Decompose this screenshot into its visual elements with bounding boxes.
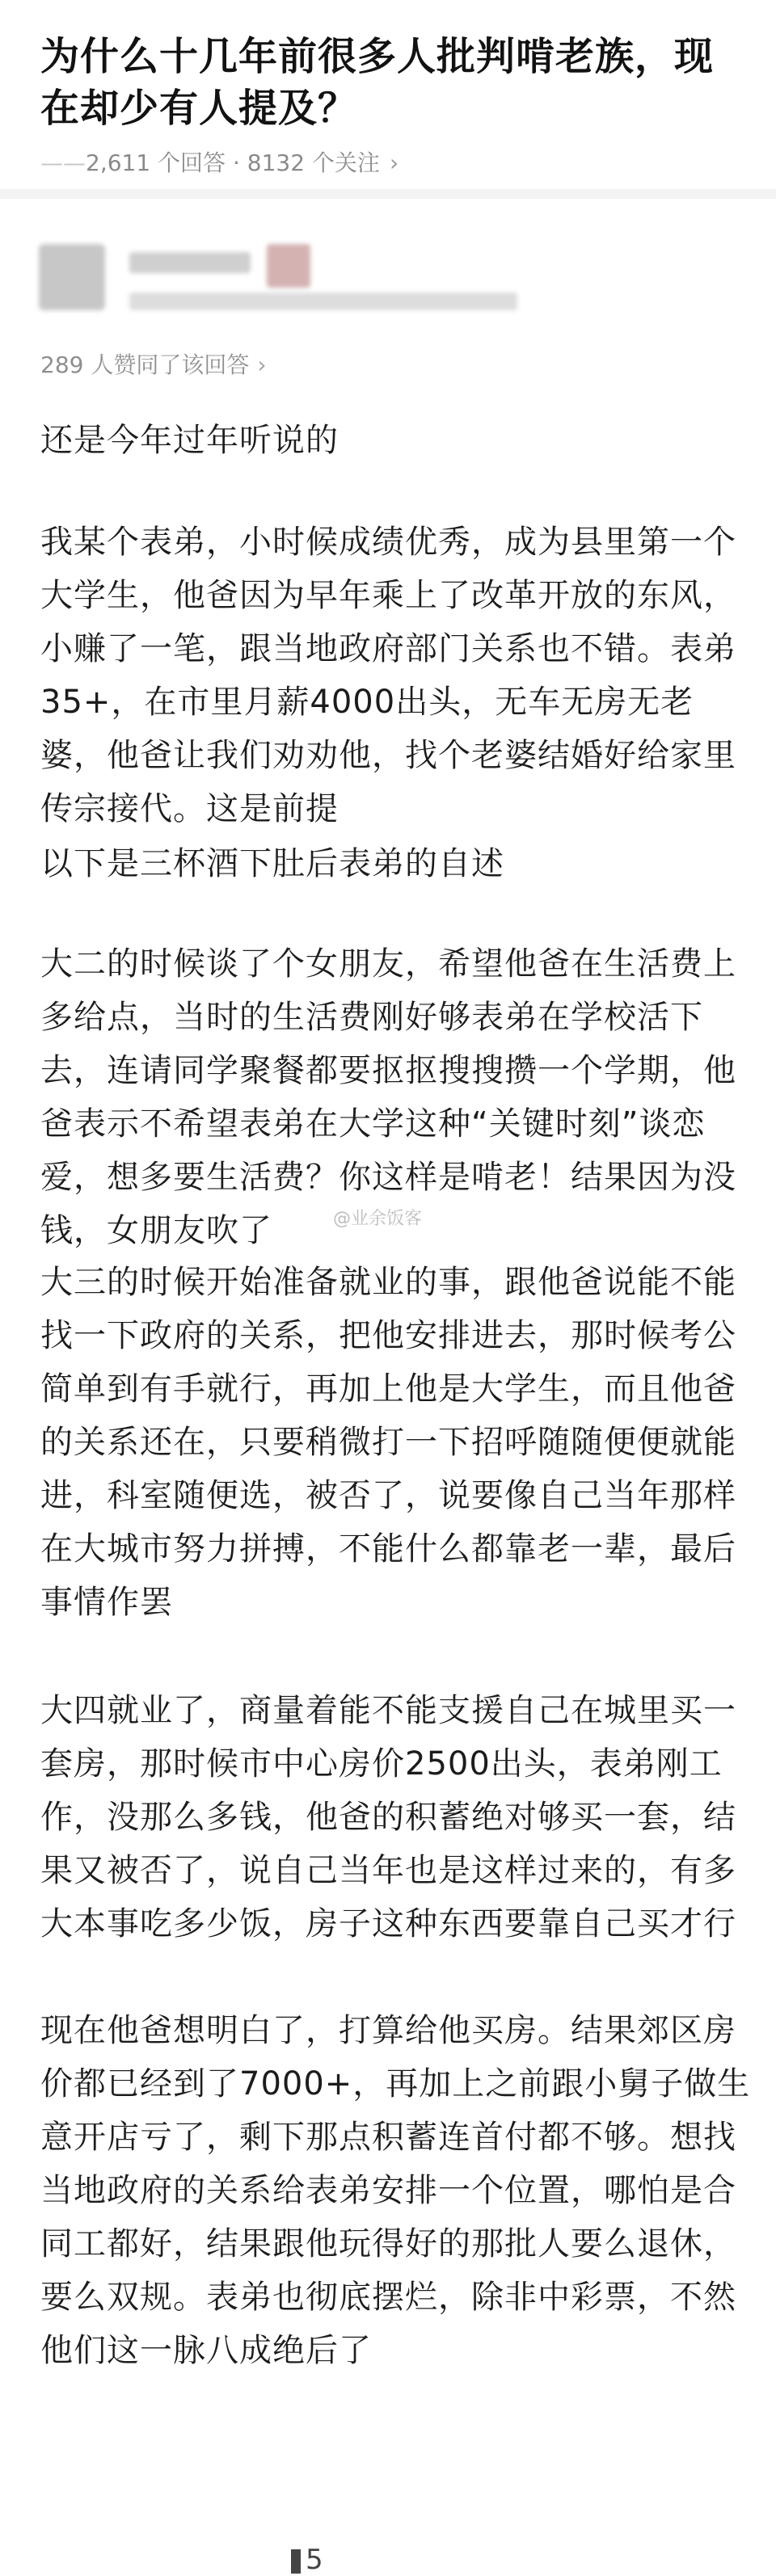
answer-paragraph-6: 大四就业了，商量着能不能支援自己在城里买一套房，那时候市中心房价2500出头，表弟刚工作，没那么多钱，他爸的积蓄绝对够买一套，结果又被否了，说自己当年也是这样过来的，有多大本事吃多少饭，房子这种东西要靠自己买才行 [40, 1692, 736, 1943]
footer-fragment: 5 [291, 2544, 323, 2576]
author-headline-blurred [129, 293, 517, 310]
chevron-right-icon: › [389, 149, 399, 176]
footer-bar-icon [291, 2549, 301, 2574]
question-meta[interactable]: ——2,611 个回答 · 8132 个关注 › [40, 149, 399, 176]
upvote-count: 289 人赞同了该回答 [40, 351, 250, 378]
author-row[interactable] [32, 226, 744, 323]
question-title[interactable]: 为什么十几年前很多人批判啃老族，现在却少有人提及？ [40, 34, 715, 131]
watermark: @业余饭客 [333, 1209, 423, 1229]
follow-count: 8132 个关注 [247, 149, 380, 176]
answer-count: 2,611 个回答 [86, 149, 226, 176]
section-divider [0, 189, 776, 199]
question-header [0, 0, 776, 186]
avatar[interactable] [39, 244, 105, 310]
chevron-right-icon: › [257, 351, 267, 378]
author-name-blurred[interactable] [129, 252, 251, 273]
author-badge-icon [267, 244, 310, 288]
answer-paragraph-3: 以下是三杯酒下肚后表弟的自述 [40, 845, 504, 882]
answer-paragraph-4: 大二的时候谈了个女朋友，希望他爸在生活费上多给点，当时的生活费刚好够表弟在学校活下去，连请同学聚餐都要抠抠搜搜攒一个学期，他爸表示不希望表弟在大学这种“关键时刻”谈恋爱，想多要生活费？你这样是啃老！结果因为没钱，女朋友吹了 [40, 945, 736, 1249]
answer-paragraph-5: 大三的时候开始准备就业的事，跟他爸说能不能找一下政府的关系，把他安排进去，那时候考公简单到有手就行，再加上他是大学生，而且他爸的关系还在，只要稍微打一下招呼随随便便就能进，科室随便选，被否了，说要像自己当年那样在大城市努力拼搏，不能什么都靠老一辈，最后事情作罢 [40, 1264, 736, 1621]
meta-separator: · [226, 149, 247, 176]
answer-paragraph-1: 还是今年过年听说的 [40, 422, 339, 459]
answer-paragraph-7: 现在他爸想明白了，打算给他买房。结果郊区房价都已经到了7000+，再加上之前跟小舅子做生意开店亏了，剩下那点积蓄连首付都不够。想找当地政府的关系给表弟安排一个位置，哪怕是合同工都好，结果跟他玩得好的那批人要么退休，要么双规。表弟也彻底摆烂，除非中彩票，不然他们这一脉八成绝后了 [40, 2012, 751, 2369]
answer-paragraph-2: 我某个表弟，小时候成绩优秀，成为县里第一个大学生，他爸因为早年乘上了改革开放的东风，小赚了一笔，跟当地政府部门关系也不错。表弟35+，在市里月薪4000出头，无车无房无老婆，他爸让我们劝劝他，找个老婆结婚好给家里传宗接代。这是前提 [40, 524, 736, 827]
upvote-summary[interactable] [40, 351, 267, 380]
